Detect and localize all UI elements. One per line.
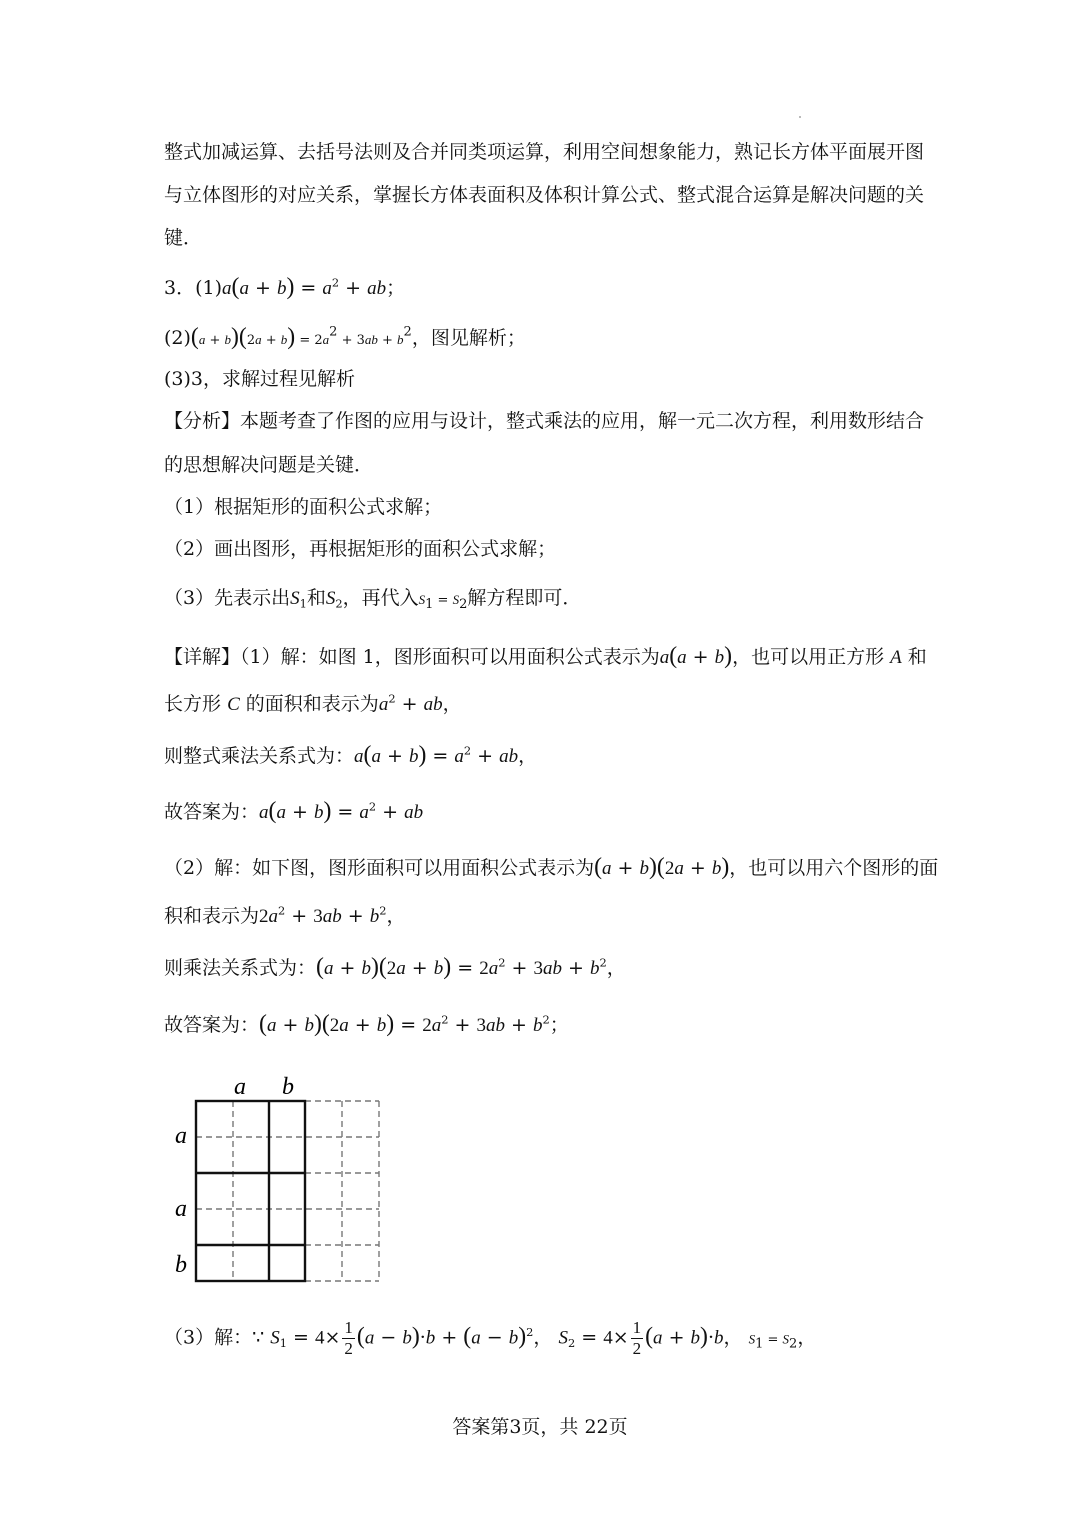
part2-line-1: （2）解：如下图，图形面积可以用面积公式表示为(a + b)(2a + b)，也可以用六个图形的面 — [164, 854, 939, 880]
answer-3-part1: 3．$(1)a(a + b) = a^2$ + ab； — [164, 274, 406, 300]
answer-3-part2: $(2)(a + b)(2a + b) = 2a^2 + 3ab + b^2$，图见解析； — [164, 324, 526, 350]
scan-speck — [799, 116, 801, 118]
label-left-a: a — [175, 1123, 187, 1149]
solid-rectangle-outline — [196, 1101, 305, 1281]
analysis-line: 【分析】本题考查了作图的应用与设计，整式乘法的应用，解一元二次方程，利用数形结合 — [164, 410, 925, 432]
label-top-b: b — [282, 1074, 294, 1100]
answer-2: 故答案为：$(a + b)(2a + b) = 2a^2 + 3ab + b^2$； — [164, 1011, 569, 1037]
label-top-a: a — [234, 1074, 246, 1100]
step-2: （2）画出图形，再根据矩形的面积公式求解； — [164, 538, 557, 560]
analysis-line: 的思想解决问题是关键． — [164, 454, 374, 476]
relation-2: 则乘法关系式为：$(a + b)(2a + b) = 2a^2 + 3ab + b^2$， — [164, 954, 626, 980]
paragraph-line: 键． — [164, 227, 203, 249]
part2-line-2: 积和表示为$2a^2 + 3ab + b^2$， — [164, 903, 406, 927]
paragraph-line: 整式加减运算、去括号法则及合并同类项运算，利用空间想象能力，熟记长方体平面展开图 — [164, 141, 925, 163]
detail-line-2: 长方形 C 的面积和表示为$a^2$ + ab， — [164, 691, 462, 715]
detail-line-1: 【详解】（1）解：如图 1，图形面积可以用面积公式表示为a(a + b)，也可以用正方形 A 和 — [164, 643, 927, 669]
label-left-b: b — [175, 1252, 187, 1278]
rectangle-grid-figure — [160, 1065, 400, 1295]
dashed-grid-lines — [196, 1101, 379, 1281]
relation-1: 则整式乘法关系式为：$a(a + b) = a^2$ + ab， — [164, 742, 538, 768]
answer-1: 故答案为：$a(a + b) = a^2$ + ab — [164, 798, 424, 824]
paragraph-line: 与立体图形的对应关系，掌握长方体表面积及体积计算公式、整式混合运算是解决问题的关 — [164, 184, 925, 206]
step-3: （3）先表示出$S_1$和$S_2$，再代入$S_1 = S_2$解方程即可． — [164, 587, 582, 612]
part3-line: （3）解：∵ $S_1 = 4\times$ $\frac{1}{2}$ $(a - b)\cdot b + (a - b)^2$， $S_2 = 4\times$ $\frac{1}{2}$ (a + b)·b， $S_1 = S_2$， — [164, 1318, 817, 1358]
label-left-a: a — [175, 1196, 187, 1222]
answer-3-part3: (3)3，求解过程见解析 — [164, 368, 356, 390]
step-1: （1）根据矩形的面积公式求解； — [164, 496, 443, 518]
page-footer: 答案第3页，共 22页 — [452, 1416, 628, 1438]
